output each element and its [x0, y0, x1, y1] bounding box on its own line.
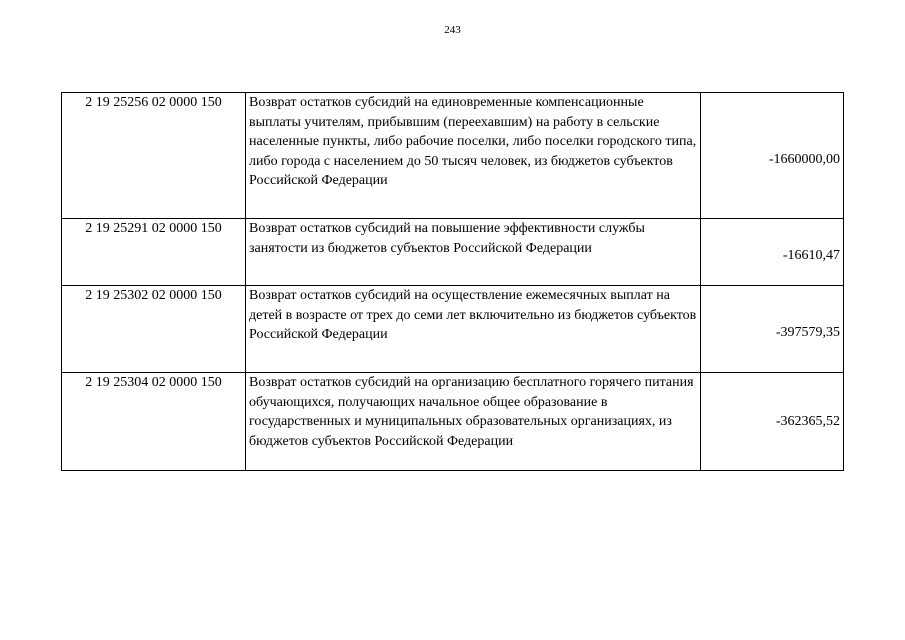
amount-cell: -362365,52: [701, 373, 844, 471]
budget-code-cell: 2 19 25291 02 0000 150: [62, 219, 246, 286]
budget-code-cell: 2 19 25304 02 0000 150: [62, 373, 246, 471]
amount-cell: -16610,47: [701, 219, 844, 286]
table-row: [62, 93, 844, 219]
budget-code-cell: 2 19 25302 02 0000 150: [62, 286, 246, 373]
amount-cell: -397579,35: [701, 286, 844, 373]
table-row: [62, 286, 844, 373]
description-cell: Возврат остатков субсидий на осуществление ежемесячных выплат на детей в возрасте от трех до семи лет включительно из бюджетов субъектов Российской Федерации: [246, 286, 701, 373]
budget-code-cell: 2 19 25256 02 0000 150: [62, 93, 246, 219]
table-row: [62, 219, 844, 286]
description-cell: Возврат остатков субсидий на организацию бесплатного горячего питания обучающихся, получающих начальное общее образование в государственных и муниципальных образовательных организациях, из бюджетов субъектов Российской Федерации: [246, 373, 701, 471]
budget-table: [61, 92, 844, 471]
page-number: 243: [444, 24, 461, 36]
description-cell: Возврат остатков субсидий на единовременные компенсационные выплаты учителям, прибывшим (переехавшим) на работу в сельские населенные пункты, либо рабочие поселки, либо поселки городского типа, либо города с населением до 50 тысяч человек, из бюджетов субъектов Российской Федерации: [246, 93, 701, 219]
amount-cell: -1660000,00: [701, 93, 844, 219]
description-cell: Возврат остатков субсидий на повышение эффективности службы занятости из бюджетов субъектов Российской Федерации: [246, 219, 701, 286]
table-row: [62, 373, 844, 471]
